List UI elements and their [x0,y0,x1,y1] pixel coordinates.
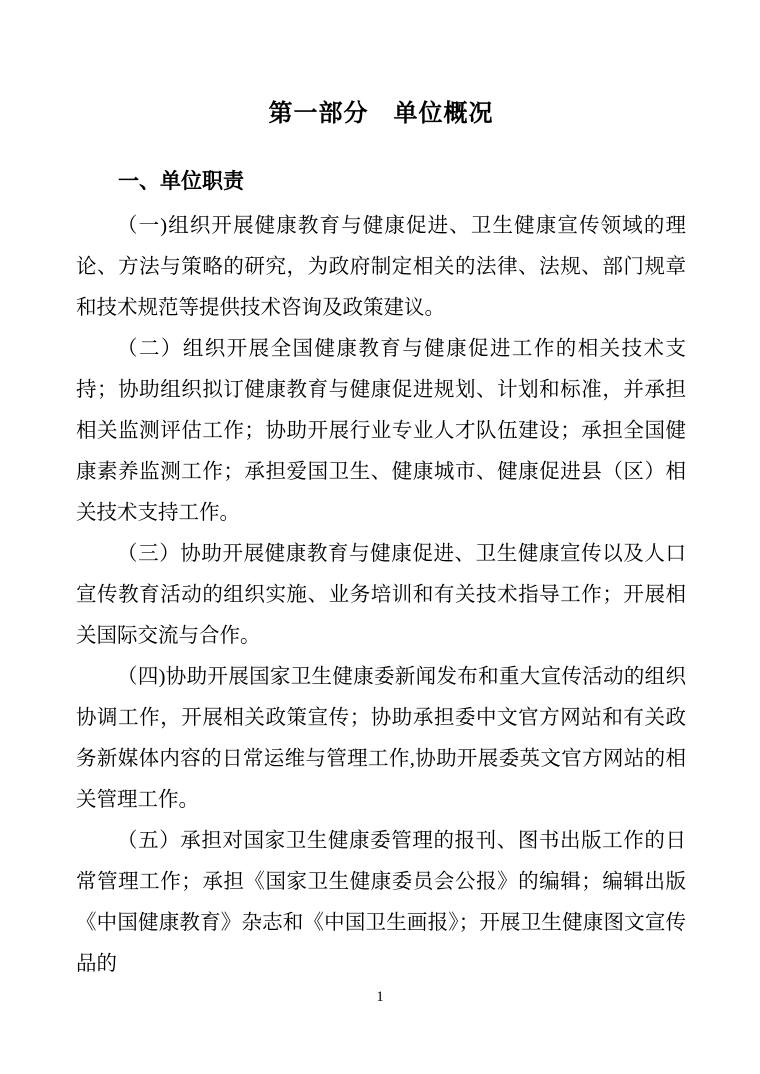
page-title: 第一部分 单位概况 [268,100,494,127]
section-heading: 一、单位职责 [118,170,244,193]
page-number: 1 [376,989,384,1005]
body-paragraph-3: （三）协助开展健康教育与健康促进、卫生健康宣传以及人口宣传教育活动的组织实施、业务培训和有关技术指导工作；开展相关国际交流与合作。 [76,543,686,647]
body-paragraph-5: （五）承担对国家卫生健康委管理的报刊、图书出版工作的日常管理工作；承担《国家卫生健康委员会公报》的编辑；编辑出版《中国健康教育》杂志和《中国卫生画报》；开展卫生健康图文宣传品的 [76,830,686,975]
body-paragraph-4: （四)协助开展国家卫生健康委新闻发布和重大宣传活动的组织协调工作，开展相关政策宣传；协助承担委中文官方网站和有关政务新媒体内容的日常运维与管理工作,协助开展委英文官方网站的相关管理工作。 [76,666,686,811]
body-paragraph-2: （二）组织开展全国健康教育与健康促进工作的相关技术支持；协助组织拟订健康教育与健康促进规划、计划和标准，并承担相关监测评估工作；协助开展行业专业人才队伍建设；承担全国健康素养监测工作；承担爱国卫生、健康城市、健康促进县（区）相关技术支持工作。 [76,338,686,524]
body-paragraph-1: （一)组织开展健康教育与健康促进、卫生健康宣传领域的理论、方法与策略的研究，为政府制定相关的法律、法规、部门规章和技术规范等提供技术咨询及政策建议。 [76,215,686,319]
